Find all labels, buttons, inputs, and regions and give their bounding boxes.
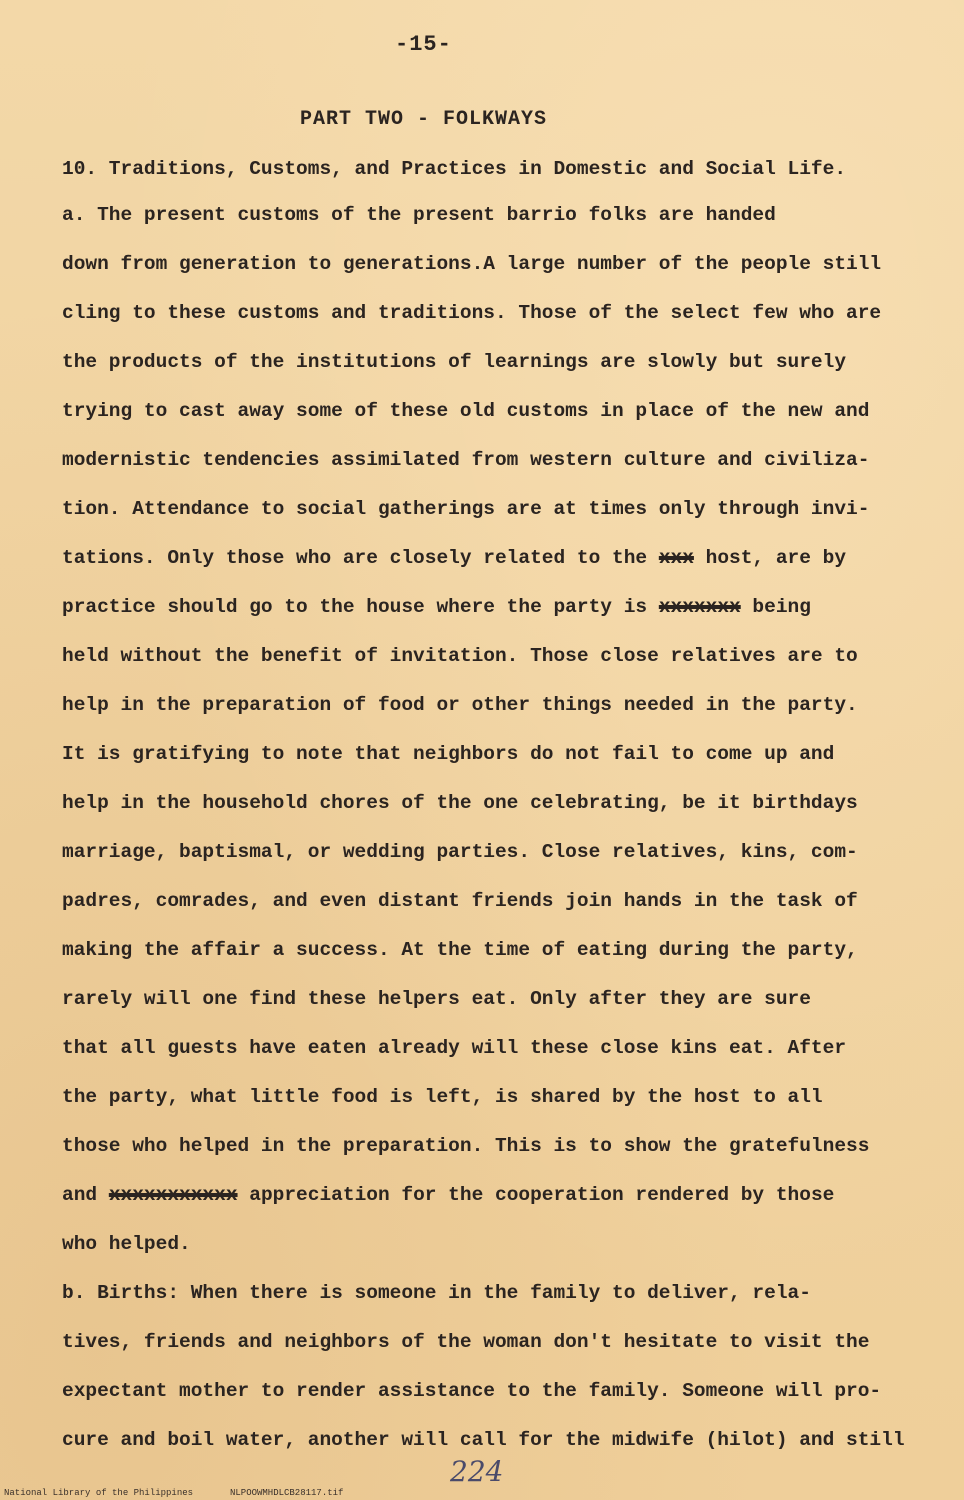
text-line	[62, 1376, 942, 1425]
text-line-segment: appreciation for the cooperation rendered by those	[237, 1184, 835, 1206]
section-heading: 10. Traditions, Customs, and Practices in Domestic and Social Life.	[62, 158, 847, 180]
text-line	[62, 739, 942, 788]
text-line	[62, 1131, 942, 1180]
text-line-segment: down from generation to generations.A large number of the people still	[62, 253, 882, 275]
text-line-segment: that all guests have eaten already will these close kins eat. After	[62, 1037, 847, 1059]
text-line	[62, 935, 942, 984]
text-line-segment: It is gratifying to note that neighbors do not fail to come up and	[62, 743, 835, 765]
text-line-segment: trying to cast away some of these old customs in place of the new and	[62, 400, 870, 422]
text-line-segment: cling to these customs and traditions. Those of the select few who are	[62, 302, 882, 324]
text-line	[62, 396, 942, 445]
text-line	[62, 788, 942, 837]
text-line-segment: b. Births: When there is someone in the family to deliver, rela-	[62, 1282, 811, 1304]
text-line-segment: and	[62, 1184, 109, 1206]
text-line-segment: the party, what little food is left, is shared by the host to all	[62, 1086, 823, 1108]
text-line-segment: the products of the institutions of learnings are slowly but surely	[62, 351, 847, 373]
text-line	[62, 641, 942, 690]
page-number: -15-	[395, 32, 452, 57]
text-line-segment: host, are by	[693, 547, 847, 569]
text-line	[62, 249, 942, 298]
text-line	[62, 543, 942, 592]
struck-out-text: xxxxxxx	[658, 596, 741, 618]
text-line-segment: those who helped in the preparation. This is to show the gratefulness	[62, 1135, 870, 1157]
struck-out-text: xxx	[658, 547, 694, 569]
text-line-segment: being	[740, 596, 811, 618]
text-line	[62, 837, 942, 886]
text-line	[62, 1082, 942, 1131]
text-line-segment: held without the benefit of invitation. Those close relatives are to	[62, 645, 858, 667]
text-line-segment: help in the household chores of the one celebrating, be it birthdays	[62, 792, 858, 814]
text-line-segment: expectant mother to render assistance to the family. Someone will pro-	[62, 1380, 882, 1402]
text-line	[62, 494, 942, 543]
text-line	[62, 1278, 942, 1327]
text-line-segment: marriage, baptismal, or wedding parties. Close relatives, kins, com-	[62, 841, 858, 863]
footer-file-name: NLPOOWMHDLCB28117.tif	[230, 1488, 344, 1498]
text-line-segment: cure and boil water, another will call for the midwife (hilot) and still	[62, 1429, 905, 1451]
handwritten-page-number: 224	[450, 1455, 504, 1488]
text-line	[62, 886, 942, 935]
text-line	[62, 200, 942, 249]
text-line-segment: practice should go to the house where the party is	[62, 596, 659, 618]
text-line-segment: tion. Attendance to social gatherings are at times only through invi-	[62, 498, 870, 520]
text-line-segment: modernistic tendencies assimilated from western culture and civiliza-	[62, 449, 870, 471]
text-line	[62, 445, 942, 494]
body-text	[62, 200, 942, 1474]
text-line	[62, 1033, 942, 1082]
text-line-segment: a. The present customs of the present barrio folks are handed	[62, 204, 776, 226]
text-line	[62, 298, 942, 347]
text-line-segment: padres, comrades, and even distant friends join hands in the task of	[62, 890, 858, 912]
footer-library-name: National Library of the Philippines	[4, 1488, 194, 1498]
text-line-segment: who helped.	[62, 1233, 191, 1255]
part-title: PART TWO - FOLKWAYS	[300, 108, 548, 131]
text-line	[62, 1229, 942, 1278]
text-line	[62, 984, 942, 1033]
text-line	[62, 1180, 942, 1229]
struck-out-text: xxxxxxxxxxx	[108, 1184, 238, 1206]
text-line	[62, 690, 942, 739]
text-line-segment: making the affair a success. At the time of eating during the party,	[62, 939, 858, 961]
text-line	[62, 592, 942, 641]
text-line-segment: rarely will one find these helpers eat. Only after they are sure	[62, 988, 811, 1010]
text-line-segment: tives, friends and neighbors of the woman don't hesitate to visit the	[62, 1331, 870, 1353]
text-line	[62, 347, 942, 396]
text-line-segment: tations. Only those who are closely related to the	[62, 547, 659, 569]
text-line	[62, 1327, 942, 1376]
text-line-segment: help in the preparation of food or other things needed in the party.	[62, 694, 858, 716]
